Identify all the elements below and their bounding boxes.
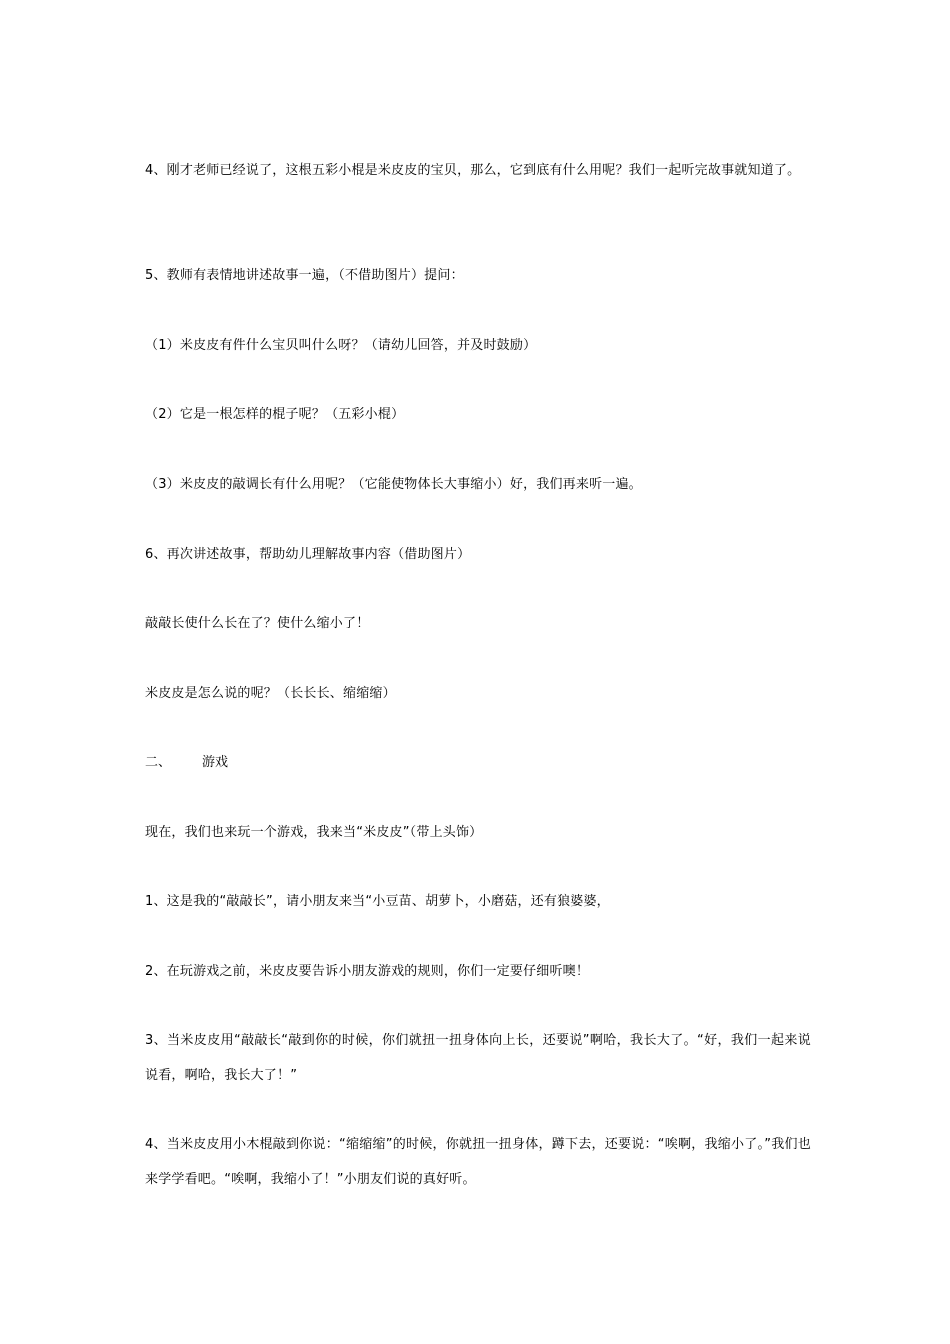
paragraph-game-intro: 现在，我们也来玩一个游戏，我来当“米皮皮”（带上头饰） <box>145 825 483 840</box>
section-heading <box>145 745 228 780</box>
paragraph-step-5: 5、教师有表情地讲述故事一遍，（不借助图片）提问： <box>145 268 464 283</box>
paragraph-question-2: （2）它是一根怎样的棍子呢？（五彩小棍） <box>145 407 405 422</box>
paragraph-question-say: 米皮皮是怎么说的呢？（长长长、缩缩缩） <box>145 686 396 701</box>
section-title: 游戏 <box>202 755 229 770</box>
paragraph-game-step-1: 1、这是我的“敲敲长”，请小朋友来当“小豆苗、胡萝卜，小磨菇，还有狼婆婆， <box>145 894 610 909</box>
paragraph-game-step-2: 2、在玩游戏之前，米皮皮要告诉小朋友游戏的规则，你们一定要仔细听噢！ <box>145 964 590 979</box>
section-number: 二、 <box>145 755 172 770</box>
paragraph-game-step-3: 3、当米皮皮用“敲敲长“敲到你的时候，你们就扭一扭身体向上长，还要说”啊哈，我长大了。“好，我们一起来说说看，啊哈，我长大了！” <box>145 1033 811 1083</box>
paragraph-question-1: （1）米皮皮有件什么宝贝叫什么呀？（请幼儿回答，并及时鼓励） <box>145 338 537 353</box>
paragraph-question-grow: 敲敲长使什么长在了？使什么缩小了！ <box>145 616 370 631</box>
paragraph-step-4: 4、刚才老师已经说了，这根五彩小棍是米皮皮的宝贝，那么，它到底有什么用呢？我们一起听完故事就知道了。 <box>145 163 801 178</box>
paragraph-game-step-4: 4、当米皮皮用小木棍敲到你说：“缩缩缩”的时候，你就扭一扭身体，蹲下去，还要说：“唉啊，我缩小了。”我们也来学学看吧。“唉啊，我缩小了！”小朋友们说的真好听。 <box>145 1137 811 1187</box>
paragraph-question-3: （3）米皮皮的敲调长有什么用呢？（它能使物体长大事缩小）好，我们再来听一遍。 <box>145 477 642 492</box>
paragraph-step-6: 6、再次讲述故事，帮助幼儿理解故事内容（借助图片） <box>145 547 471 562</box>
